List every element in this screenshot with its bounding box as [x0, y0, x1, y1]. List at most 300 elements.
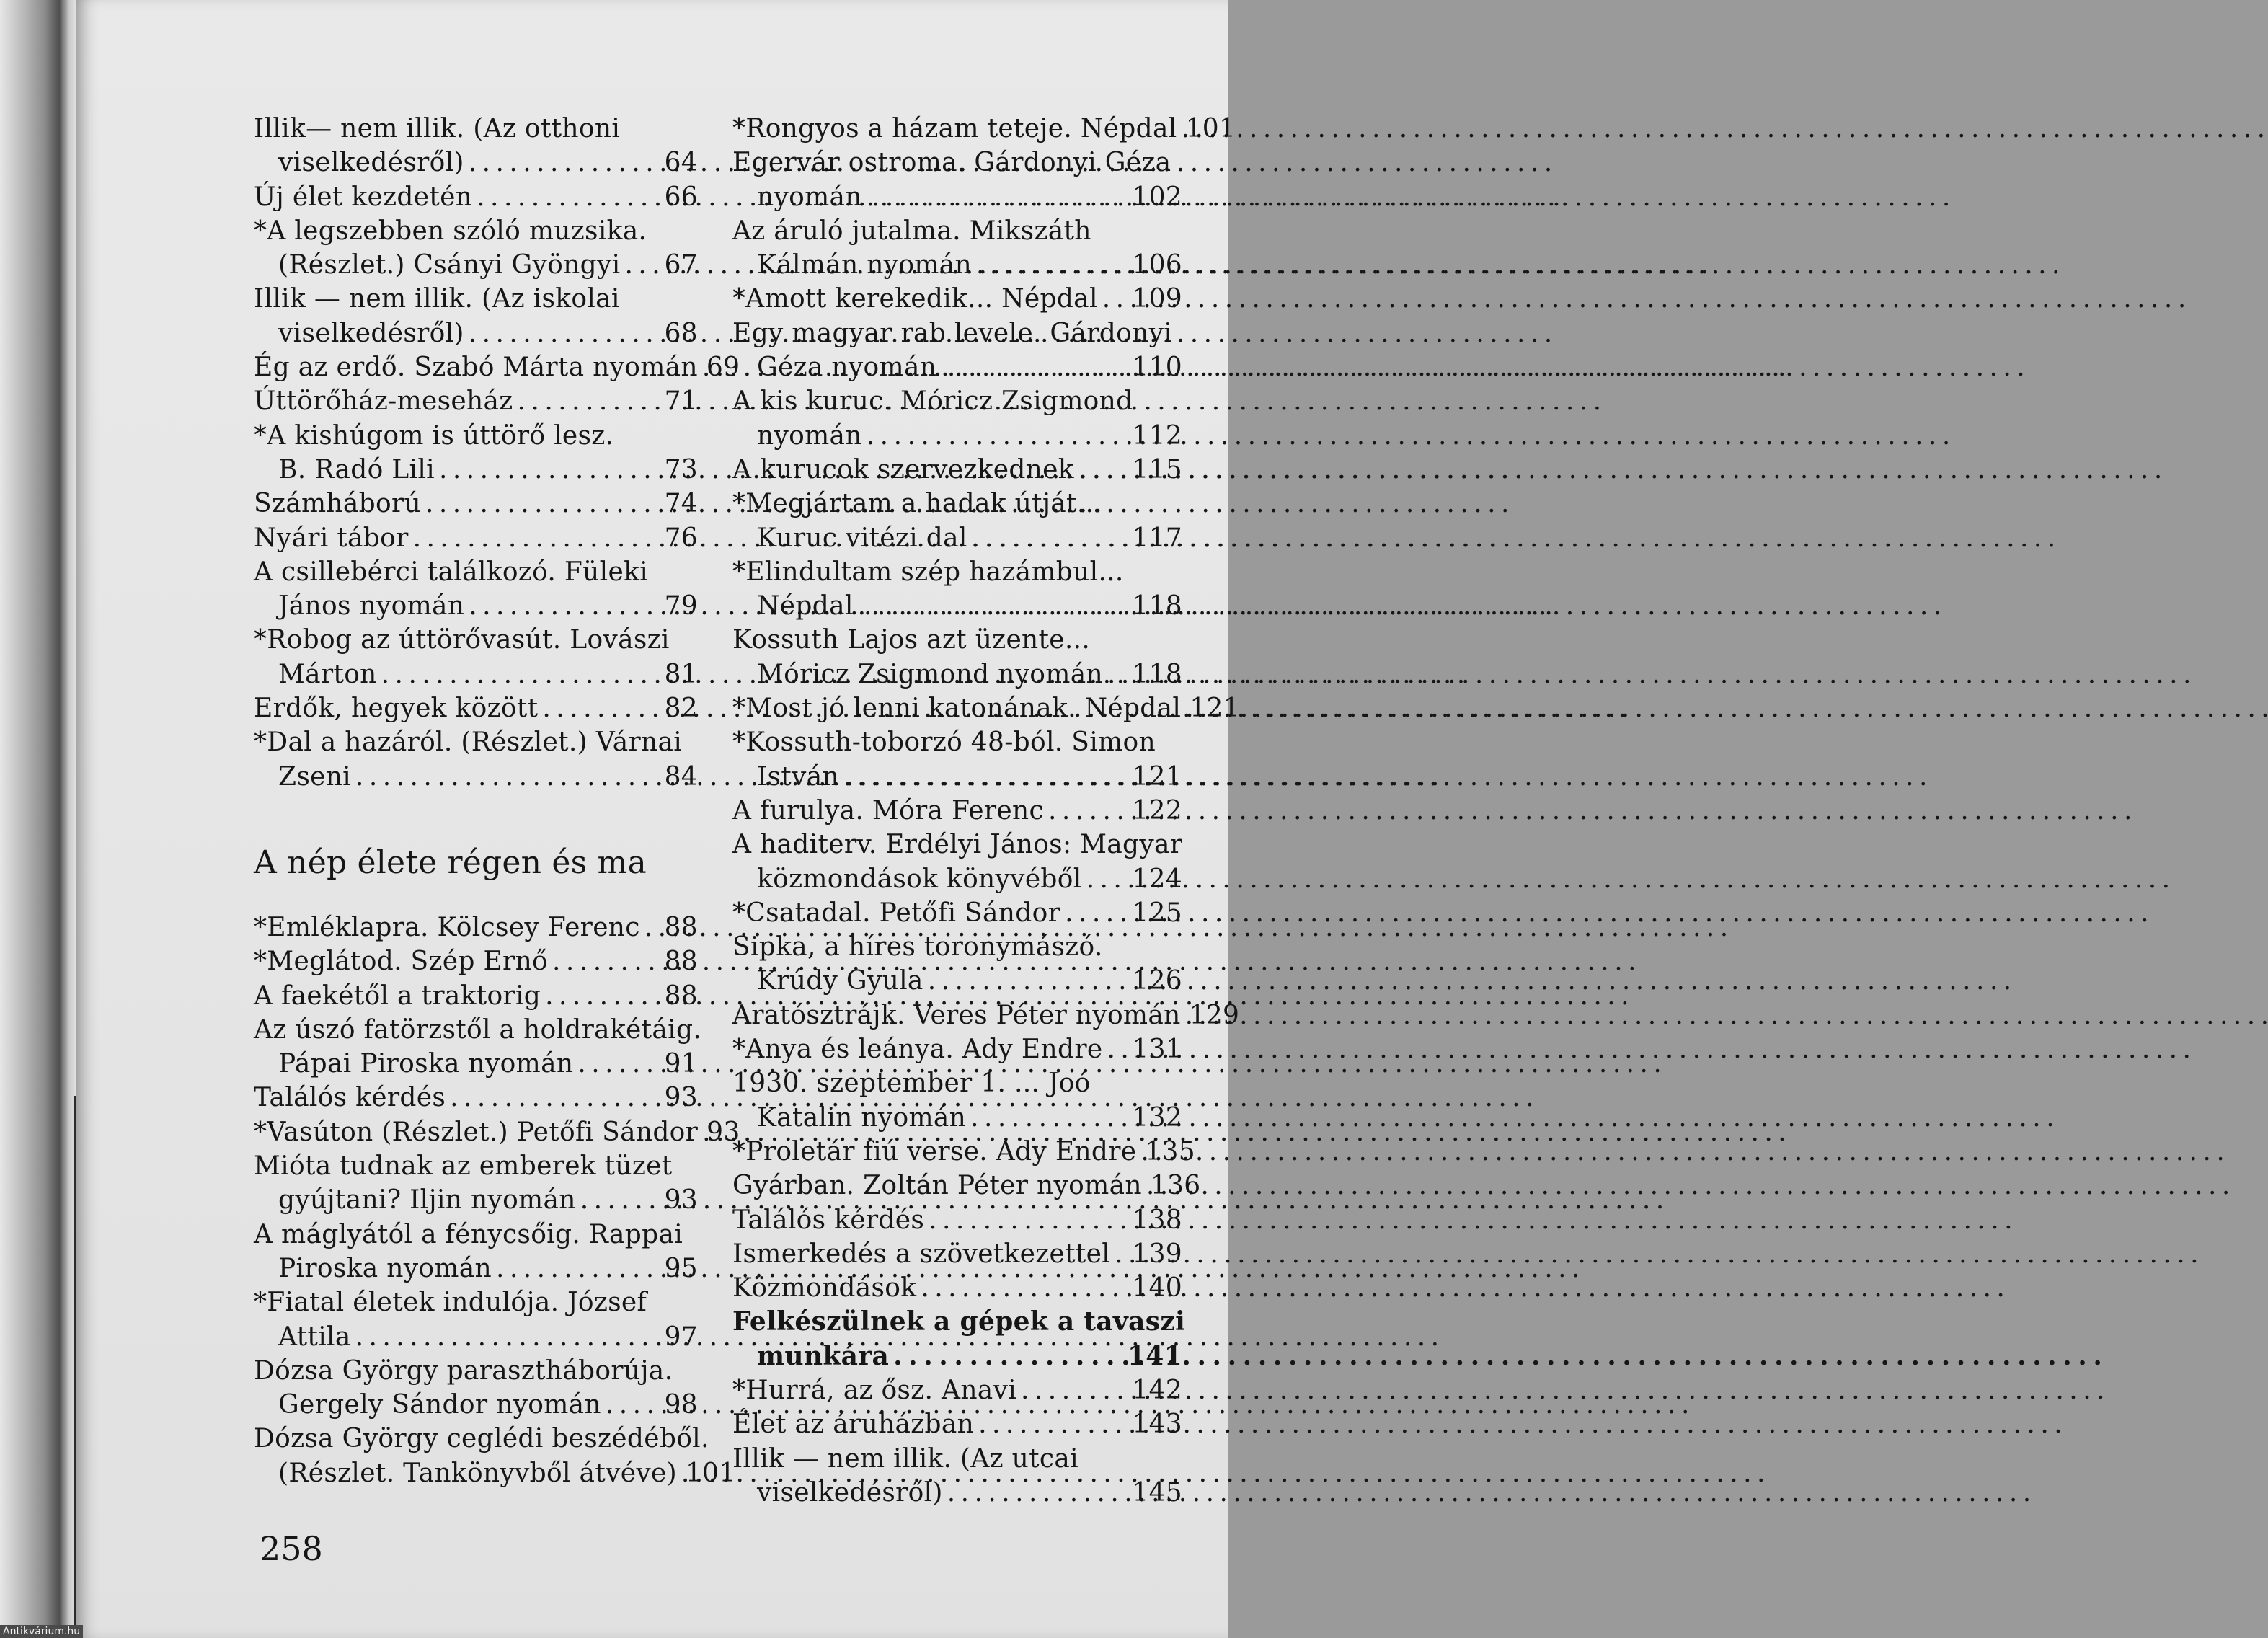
toc-entry-line: [254, 1252, 698, 1285]
toc-entry-line: [254, 658, 698, 691]
toc-entry-line: [732, 862, 1182, 896]
toc-entry-title: Erdők, hegyek között: [254, 694, 539, 724]
dot-leader: [1016, 1373, 1132, 1407]
dot-leader: [1044, 794, 1132, 828]
toc-entry-title: nyomán: [757, 182, 862, 212]
toc-entry-line: [254, 419, 698, 453]
toc-entry: [254, 1115, 740, 1149]
toc-list-bottom: [254, 911, 740, 1490]
toc-entry-line: [732, 316, 1182, 350]
dot-leader: [492, 1252, 665, 1285]
toc-page-number: 68: [664, 318, 698, 348]
toc-entry-title: A haditerv. Erdélyi János: Magyar: [732, 830, 1183, 860]
toc-entry: [254, 944, 698, 978]
toc-entry-title: Móricz Zsigmond nyomán: [757, 659, 1103, 689]
toc-entry-line: [254, 453, 698, 487]
dot-leader: [972, 248, 1132, 282]
toc-entry-title: Márton: [278, 659, 377, 689]
toc-entry: [732, 1135, 1195, 1169]
toc-entry: [254, 282, 698, 350]
toc-entry-line: [254, 911, 698, 944]
toc-entry-title: Géza nyomán: [757, 353, 937, 383]
toc-entry-line: [254, 623, 698, 657]
dot-leader: [936, 350, 1132, 384]
toc-page-number: 131: [1132, 1035, 1182, 1065]
toc-entry-title: Élet az áruházban: [732, 1409, 975, 1440]
toc-entry: [254, 1013, 702, 1081]
toc-page-number: 121: [1132, 761, 1182, 792]
toc-entry-title: Az áruló jutalma. Mikszáth: [732, 216, 1091, 246]
toc-entry-title: *Proletár fiú verse. Ady Endre: [732, 1136, 1137, 1166]
toc-entry-line: [732, 384, 1182, 418]
dot-leader: [640, 911, 665, 944]
toc-entry-title: Dózsa György ceglédi beszédéből.: [254, 1424, 709, 1454]
toc-entry-line: [732, 1407, 1182, 1441]
toc-entry-title: B. Radó Lili: [278, 454, 435, 484]
toc-entry-title: 1930. szeptember 1. ... Joó: [732, 1068, 1091, 1099]
dot-leader: [576, 1183, 665, 1217]
toc-entry-title: *Hurrá, az ősz. Anavi: [732, 1375, 1017, 1405]
toc-entry-line: [732, 1066, 1182, 1100]
toc-entry-line: [732, 1442, 1182, 1476]
toc-entry: [254, 911, 698, 944]
toc-entry-line: [732, 214, 1182, 248]
toc-entry: [254, 979, 698, 1013]
toc-entry-title: István: [757, 761, 839, 792]
toc-page-number: 97: [664, 1322, 698, 1352]
toc-entry-title: viselkedésről): [278, 148, 464, 178]
toc-page-number: 76: [664, 523, 698, 553]
toc-entry-title: *A kishúgom is úttörő lesz.: [254, 420, 614, 451]
toc-entry-title: Gyárban. Zoltán Péter nyomán: [732, 1171, 1142, 1201]
toc-entry-title: gyújtani? Iljin nyomán: [278, 1185, 576, 1216]
dot-leader: [573, 1047, 664, 1081]
toc-entry-line: [732, 487, 1182, 521]
dot-leader: [967, 521, 1133, 555]
toc-entry-line: [732, 1373, 1182, 1407]
toc-entry: [732, 1169, 1201, 1203]
toc-entry-title: (Részlet.) Csányi Gyöngyi: [278, 250, 621, 280]
toc-entry: [254, 521, 698, 555]
toc-entry-line: [254, 350, 740, 384]
dot-leader: [943, 1476, 1133, 1510]
toc-entry-title: *Anya és leánya. Ady Endre: [732, 1035, 1103, 1065]
toc-entry-title: Közmondások: [732, 1273, 917, 1303]
toc-entry-line: [732, 999, 1240, 1032]
toc-entry-title: Egy magyar rab levele. Gárdonyi: [732, 318, 1173, 348]
toc-entry-title: Kossuth Lajos azt üzente...: [732, 625, 1091, 655]
toc-entry-title: Találós kérdés: [254, 1083, 446, 1113]
toc-page-number: 71: [664, 386, 698, 417]
toc-entry: [732, 1407, 1182, 1441]
toc-page-number: 79: [664, 591, 698, 621]
dot-leader: [1177, 112, 1186, 146]
dot-leader: [1098, 282, 1133, 316]
toc-page-number: 121: [1190, 694, 1240, 724]
dot-leader: [924, 1203, 1132, 1237]
toc-list-right: [732, 112, 1240, 1510]
toc-entry-title: A kurucok szervezkednek: [732, 454, 1074, 484]
toc-entry-line: [732, 1476, 1182, 1510]
toc-entry-title: Felkészülnek a gépek a tavaszi: [732, 1306, 1186, 1337]
toc-entry: [254, 180, 698, 214]
toc-page-number: 64: [664, 148, 698, 178]
toc-entry-line: [732, 248, 1182, 282]
toc-page-number: 88: [664, 980, 698, 1011]
toc-entry-title: (Részlet. Tankönyvből átvéve): [278, 1458, 677, 1488]
toc-entry-title: Piroska nyomán: [278, 1253, 492, 1283]
toc-entry-line: [254, 487, 698, 521]
toc-entry-line: [254, 146, 698, 180]
toc-entry-line: [732, 828, 1182, 862]
dot-leader: [923, 964, 1133, 998]
dot-leader: [1060, 896, 1132, 930]
toc-entry-title: *Megjártam a hadak útját...: [732, 489, 1103, 519]
toc-entry-title: Zseni: [278, 761, 351, 792]
dot-leader: [889, 1340, 1128, 1373]
toc-entry-line: [732, 1340, 1182, 1373]
dot-leader: [1074, 453, 1133, 487]
dot-leader: [351, 760, 665, 794]
dot-leader: [1142, 1169, 1151, 1203]
toc-right-column: [732, 112, 1240, 1510]
dot-leader: [464, 589, 664, 623]
toc-entry-line: [732, 350, 1182, 384]
toc-entry-line: [732, 589, 1182, 623]
toc-entry: [732, 555, 1182, 624]
toc-entry-line: [254, 944, 698, 978]
toc-page-number: 81: [664, 659, 698, 689]
toc-entry: [254, 112, 698, 180]
toc-entry-line: [254, 589, 698, 623]
toc-entry: [732, 828, 1182, 896]
toc-entry-title: Pápai Piroska nyomán: [278, 1049, 574, 1079]
dot-leader: [351, 1320, 665, 1354]
toc-entry-line: [732, 964, 1182, 998]
section-heading: A nép élete régen és ma: [254, 844, 647, 881]
toc-entry-line: [254, 180, 698, 214]
toc-entry: [254, 214, 698, 283]
toc-entry: [254, 350, 740, 384]
toc-entry-line: [732, 1135, 1195, 1169]
toc-entry-line: [732, 1271, 1182, 1305]
toc-entry-title: *Dal a hazáról. (Részlet.) Várnai: [254, 727, 683, 758]
toc-entry-title: *A legszebben szóló muzsika.: [254, 216, 647, 246]
toc-entry-line: [254, 248, 698, 282]
toc-list-top: [254, 112, 740, 794]
toc-page-number: 112: [1132, 420, 1182, 451]
toc-entry-title: Számháború: [254, 489, 421, 519]
toc-page-number: 118: [1132, 659, 1182, 689]
toc-entry-line: [254, 384, 698, 418]
toc-left-column: [254, 112, 740, 1490]
toc-entry: [732, 1305, 1186, 1373]
toc-page-number: 82: [664, 694, 698, 724]
toc-entry-title: *Vasúton (Részlet.) Petőfi Sándor: [254, 1117, 699, 1147]
toc-entry-line: [254, 1320, 698, 1354]
toc-entry-title: Népdal: [757, 591, 854, 621]
toc-entry-line: [254, 282, 698, 316]
toc-page-number: 140: [1132, 1273, 1182, 1303]
toc-entry-line: [732, 146, 1182, 180]
toc-entry-line: [732, 453, 1182, 487]
toc-page-number: 106: [1132, 250, 1182, 280]
toc-page-number: 73: [664, 454, 698, 484]
toc-entry-line: [732, 760, 1182, 794]
dot-leader: [548, 944, 665, 978]
toc-entry-title: Aratósztrájk. Veres Péter nyomán: [732, 1000, 1181, 1030]
dot-leader: [377, 658, 665, 691]
toc-page-number: 136: [1150, 1171, 1201, 1201]
toc-entry-title: A furulya. Móra Ferenc: [732, 795, 1044, 825]
dot-leader: [472, 180, 664, 214]
toc-entry-line: [254, 112, 698, 146]
toc-page-number: 110: [1132, 353, 1182, 383]
toc-page-number: 115: [1132, 454, 1182, 484]
toc-page-number: 69: [706, 353, 740, 383]
toc-entry-title: *Rongyos a házam teteje. Népdal: [732, 114, 1177, 143]
toc-entry-line: [732, 180, 1182, 214]
dot-leader: [698, 1115, 706, 1149]
watermark: Antikvárium.hu: [0, 1625, 83, 1638]
toc-entry-line: [254, 1081, 698, 1115]
toc-entry: [254, 1218, 698, 1286]
toc-page-number: 88: [664, 947, 698, 977]
toc-entry-line: [254, 1354, 698, 1388]
toc-entry: [732, 999, 1240, 1032]
toc-entry-line: [732, 930, 1182, 964]
toc-entry: [254, 487, 698, 521]
toc-entry-title: Kuruc vitézi dal: [757, 523, 967, 553]
dot-leader: [435, 453, 665, 487]
toc-page-number: 102: [1132, 182, 1182, 212]
toc-entry: [732, 316, 1182, 385]
dot-leader: [446, 1081, 664, 1115]
toc-entry-line: [254, 1422, 709, 1456]
toc-entry-line: [732, 623, 1182, 657]
toc-entry: [732, 930, 1182, 999]
toc-entry-line: [732, 1237, 1182, 1271]
dot-leader: [541, 979, 664, 1013]
dot-leader: [1136, 1135, 1145, 1169]
toc-page-number: 135: [1145, 1136, 1195, 1166]
toc-entry: [732, 1373, 1182, 1407]
toc-entry: [254, 1149, 698, 1218]
toc-page-number: 138: [1132, 1205, 1182, 1235]
toc-entry-title: *Meglátod. Szép Ernő: [254, 947, 549, 977]
toc-entry-line: [732, 1169, 1201, 1203]
toc-entry-line: [254, 555, 698, 589]
dot-leader: [601, 1388, 665, 1422]
dot-leader: [1102, 1032, 1132, 1066]
toc-page-number: 93: [706, 1117, 740, 1147]
toc-entry-title: Illik — nem illik. (Az iskolai: [254, 284, 620, 314]
toc-entry-title: Dózsa György parasztháborúja.: [254, 1355, 673, 1386]
toc-entry-title: Nyári tábor: [254, 523, 409, 553]
dot-leader: [421, 487, 665, 521]
toc-entry: [732, 214, 1182, 283]
toc-entry-line: [732, 896, 1182, 930]
toc-page-number: 66: [664, 182, 698, 212]
dot-leader: [409, 521, 665, 555]
toc-entry: [732, 691, 1240, 725]
toc-entry-line: [254, 1013, 702, 1047]
toc-entry-title: közmondások könyvéből: [757, 864, 1082, 894]
dot-leader: [862, 419, 1133, 453]
toc-entry: [254, 419, 698, 487]
toc-entry-title: Gergely Sándor nyomán: [278, 1390, 601, 1420]
toc-entry-line: [732, 658, 1182, 691]
toc-entry: [732, 146, 1182, 214]
toc-entry: [732, 1271, 1182, 1305]
toc-entry-line: [254, 1115, 740, 1149]
toc-entry-title: *Emléklapra. Kölcsey Ferenc: [254, 912, 640, 942]
toc-page-number: 145: [1132, 1477, 1182, 1508]
toc-entry: [254, 555, 698, 624]
toc-page-number: 67: [664, 250, 698, 280]
toc-entry-line: [732, 1305, 1186, 1339]
toc-page-number: 98: [664, 1390, 698, 1420]
toc-entry-line: [254, 725, 698, 759]
toc-entry: [254, 725, 698, 794]
toc-entry-title: János nyomán: [278, 591, 465, 621]
toc-entry: [732, 794, 1182, 828]
toc-entry-line: [732, 691, 1240, 725]
toc-entry-line: [732, 794, 1182, 828]
toc-entry: [254, 1354, 698, 1422]
toc-page-number: 117: [1132, 523, 1182, 553]
toc-entry-title: Egervár ostroma. Gárdonyi Géza: [732, 148, 1171, 178]
toc-entry: [732, 623, 1182, 691]
toc-entry: [732, 453, 1182, 487]
dot-leader: [1181, 999, 1190, 1032]
toc-entry-title: A faekétől a traktorig: [254, 980, 541, 1011]
toc-page-number: 139: [1132, 1239, 1182, 1269]
dot-leader: [620, 248, 664, 282]
dot-leader: [966, 1101, 1132, 1135]
toc-entry-line: [732, 112, 1236, 146]
toc-page-number: 118: [1132, 591, 1182, 621]
toc-entry-title: viselkedésről): [278, 318, 464, 348]
toc-entry-title: *Csatadal. Petőfi Sándor: [732, 898, 1061, 928]
toc-entry: [254, 384, 698, 418]
toc-entry-title: Ég az erdő. Szabó Márta nyomán: [254, 353, 698, 383]
toc-page-number: 91: [664, 1049, 698, 1079]
toc-entry: [254, 1422, 736, 1490]
dot-leader: [698, 350, 706, 384]
toc-entry-line: [254, 214, 698, 248]
toc-entry-title: *Robog az úttörővasút. Lovászi: [254, 625, 670, 655]
page-number: 258: [260, 1529, 323, 1568]
dot-leader: [464, 146, 665, 180]
toc-entry-title: Sipka, a híres toronymászó.: [732, 932, 1103, 962]
toc-entry-title: Úttörőház-meseház: [254, 386, 513, 417]
toc-entry-title: Illik — nem illik. (Az utcai: [732, 1443, 1078, 1474]
toc-entry: [254, 691, 698, 725]
toc-entry-line: [732, 521, 1182, 555]
toc-page-number: 129: [1189, 1000, 1240, 1030]
dot-leader: [677, 1456, 686, 1490]
dot-leader: [839, 760, 1132, 794]
toc-entry-title: Attila: [278, 1322, 351, 1352]
toc-entry: [254, 1285, 698, 1354]
dot-leader: [974, 1407, 1132, 1441]
book-spine: [0, 0, 76, 1638]
toc-entry-line: [254, 691, 698, 725]
toc-entry-line: [254, 979, 698, 1013]
toc-entry: [732, 282, 1182, 316]
toc-entry-title: *Kossuth-toborzó 48-ból. Simon: [732, 727, 1156, 758]
toc-entry-line: [732, 282, 1182, 316]
toc-entry-title: nyomán: [757, 420, 862, 451]
dot-leader: [513, 384, 665, 418]
toc-entry-line: [732, 419, 1182, 453]
toc-entry-line: [732, 725, 1182, 759]
toc-page-number: 84: [664, 761, 698, 792]
toc-entry: [732, 1032, 1182, 1066]
dot-leader: [862, 180, 1133, 214]
dot-leader: [1082, 862, 1133, 896]
toc-entry: [732, 487, 1182, 555]
toc-entry-title: viselkedésről): [757, 1477, 943, 1508]
toc-page-number: 142: [1132, 1375, 1182, 1405]
toc-entry-title: *Fiatal életek indulója. József: [254, 1288, 647, 1318]
toc-entry-title: Új élet kezdetén: [254, 182, 473, 212]
toc-entry-title: Krúdy Gyula: [757, 966, 923, 996]
toc-page-number: 93: [664, 1185, 698, 1216]
toc-entry-title: A máglyától a fénycsőig. Rappai: [254, 1219, 683, 1249]
toc-entry-title: A csillebérci találkozó. Füleki: [254, 557, 649, 587]
toc-entry-title: *Most jó lenni katonának. Népdal: [732, 694, 1182, 724]
dot-leader: [1110, 1237, 1132, 1271]
toc-entry-title: munkára: [757, 1340, 890, 1371]
toc-entry: [732, 1203, 1182, 1237]
dot-leader: [1181, 691, 1190, 725]
toc-entry: [732, 112, 1236, 146]
toc-page-number: 101: [685, 1458, 736, 1488]
toc-page-number: 74: [664, 489, 698, 519]
toc-entry-line: [732, 1203, 1182, 1237]
toc-entry-line: [254, 521, 698, 555]
toc-entry: [732, 725, 1182, 794]
toc-entry-line: [254, 1285, 698, 1319]
toc-page-number: 132: [1132, 1102, 1182, 1133]
toc-entry-line: [732, 555, 1182, 589]
toc-entry: [254, 623, 698, 691]
toc-entry-title: *Amott kerekedik... Népdal: [732, 284, 1098, 314]
toc-entry-line: [254, 1388, 698, 1422]
dot-leader: [916, 1271, 1132, 1305]
toc-page-number: 125: [1132, 898, 1182, 928]
dot-leader: [538, 691, 664, 725]
toc-entry-line: [732, 1101, 1182, 1135]
toc-entry: [254, 1081, 698, 1115]
toc-entry-title: A kis kuruc. Móricz Zsigmond: [732, 386, 1133, 417]
toc-entry-title: *Elindultam szép hazámbul...: [732, 557, 1124, 587]
toc-entry-title: Az úszó fatörzstől a holdrakétáig.: [254, 1014, 702, 1045]
toc-page-number: 93: [664, 1083, 698, 1113]
toc-entry: [732, 1237, 1182, 1271]
toc-page-number: 143: [1132, 1409, 1182, 1440]
toc-entry-title: Találós kérdés: [732, 1205, 925, 1235]
toc-entry: [732, 896, 1182, 930]
toc-entry-title: Kálmán nyomán: [757, 250, 972, 280]
toc-entry-line: [254, 1047, 698, 1081]
toc-page-number: 88: [664, 912, 698, 942]
toc-page-number: 141: [1127, 1340, 1182, 1371]
toc-entry-line: [254, 1149, 698, 1183]
toc-entry-line: [254, 1183, 698, 1217]
